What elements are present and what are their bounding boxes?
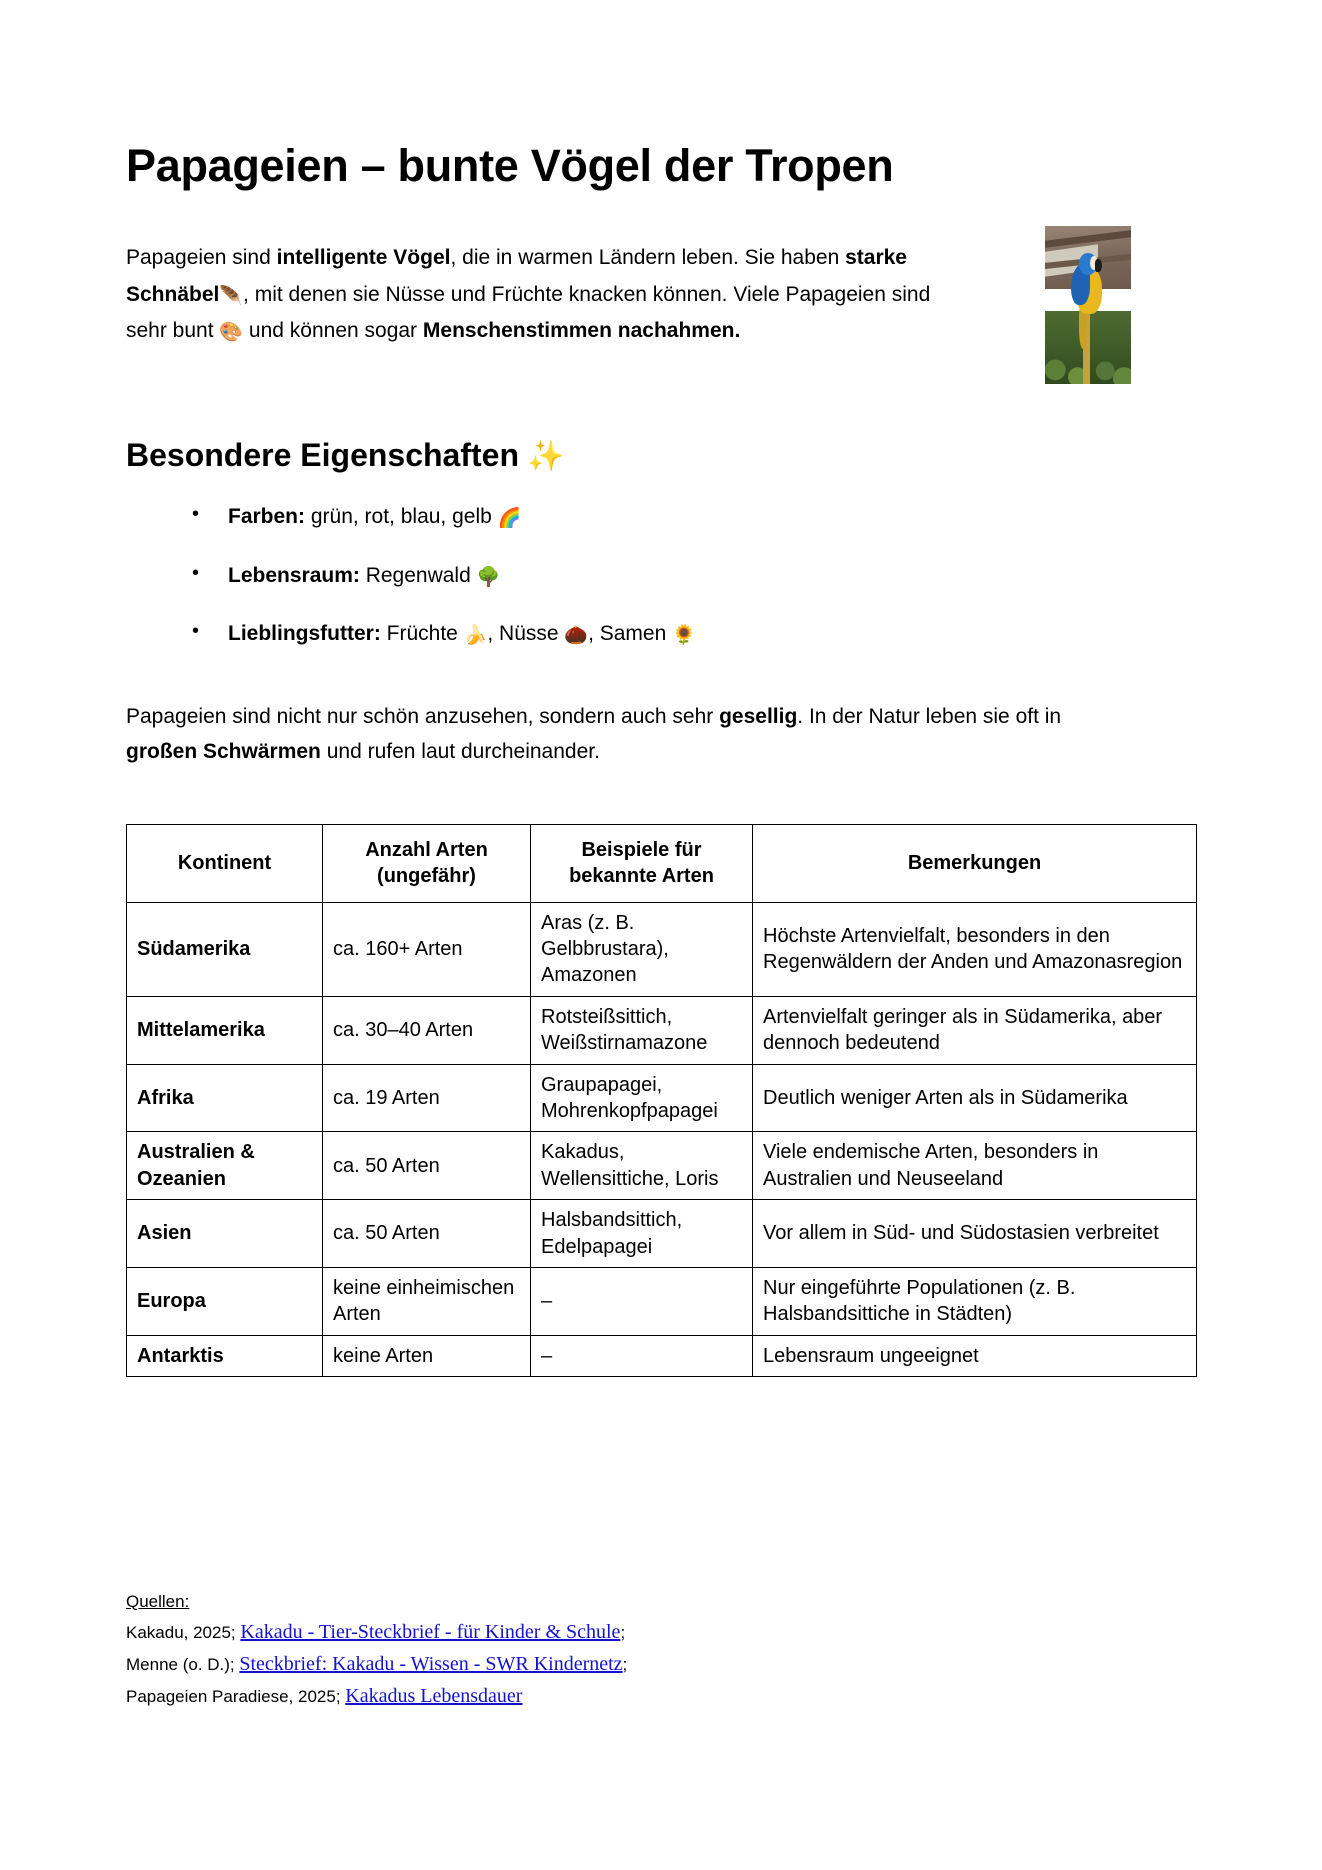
cell-continent: Asien bbox=[127, 1200, 323, 1268]
table-row bbox=[127, 902, 1197, 996]
intro-paragraph bbox=[126, 192, 966, 350]
bullet-label-farben: Farben: bbox=[228, 505, 306, 528]
intro-text-2: , die in warmen Ländern leben. Sie haben bbox=[450, 245, 846, 269]
cell-continent: Mittelamerika bbox=[127, 996, 323, 1064]
cell-continent: Südamerika bbox=[127, 902, 323, 996]
cell-count: keine Arten bbox=[323, 1335, 531, 1376]
chestnut-icon: 🌰 bbox=[564, 624, 589, 646]
cell-examples: – bbox=[531, 1335, 753, 1376]
rainbow-icon: 🌈 bbox=[497, 507, 522, 529]
sources-section bbox=[126, 1588, 627, 1713]
source-entry bbox=[126, 1680, 627, 1712]
cell-examples: Kakadus, Wellensittiche, Loris bbox=[531, 1132, 753, 1200]
photo-bird-beak bbox=[1095, 259, 1102, 272]
table-row bbox=[127, 1064, 1197, 1132]
column-header-anzahl-line1: Anzahl Arten bbox=[365, 838, 488, 861]
sunflower-icon: 🌻 bbox=[672, 624, 696, 646]
cell-count: ca. 50 Arten bbox=[323, 1132, 531, 1200]
bullet-text-lebensraum: Regenwald bbox=[359, 563, 477, 587]
table-row bbox=[127, 1267, 1197, 1335]
cell-remarks: Nur eingeführte Populationen (z. B. Halsbandsittiche in Städten) bbox=[753, 1267, 1197, 1335]
list-item bbox=[192, 560, 1196, 619]
source-entry bbox=[126, 1648, 627, 1680]
column-header-bemerkungen bbox=[753, 824, 1197, 902]
intro-text-4: und können sogar bbox=[243, 319, 423, 343]
cell-remarks: Höchste Artenvielfalt, besonders in den Regenwäldern der Anden und Amazonasregion bbox=[753, 902, 1197, 996]
cell-count: ca. 50 Arten bbox=[323, 1200, 531, 1268]
intro-text-3: , mit denen sie Nüsse und Früchte knacken können. Viele Papageien sind sehr bunt bbox=[126, 282, 931, 343]
cell-count: ca. 30–40 Arten bbox=[323, 996, 531, 1064]
palette-icon: 🎨 bbox=[219, 321, 244, 344]
cell-count: keine einheimischen Arten bbox=[323, 1267, 531, 1335]
cell-count: ca. 19 Arten bbox=[323, 1064, 531, 1132]
sources-label: Quellen: bbox=[126, 1592, 190, 1611]
banana-icon: 🍌 bbox=[463, 624, 488, 646]
source-prefix: Kakadu, 2025; bbox=[126, 1622, 241, 1642]
column-header-anzahl-line2: (ungefähr) bbox=[377, 865, 476, 888]
cell-examples: Rotsteißsittich, Weißstirnamazone bbox=[531, 996, 753, 1064]
intro-bold-intelligente-voegel: intelligente Vögel bbox=[276, 245, 451, 269]
feather-icon: 🪶 bbox=[219, 284, 244, 307]
intro-bold-menschenstimmen: Menschenstimmen nachahmen. bbox=[422, 319, 741, 343]
bullet-label-lebensraum: Lebensraum: bbox=[228, 563, 360, 587]
section-heading-label: Besondere Eigenschaften bbox=[126, 437, 519, 473]
continent-species-table bbox=[126, 824, 1197, 1377]
column-header-kontinent bbox=[127, 824, 323, 902]
source-link[interactable]: Steckbrief: Kakadu - Wissen - SWR Kindernetz bbox=[239, 1652, 623, 1675]
cell-examples: Halsbandsittich, Edelpapagei bbox=[531, 1200, 753, 1268]
column-header-anzahl-arten bbox=[323, 824, 531, 902]
post-bold-schwaermen: großen Schwärmen bbox=[126, 740, 321, 764]
bullet-text-farben: grün, rot, blau, gelb bbox=[305, 505, 498, 528]
cell-continent: Australien & Ozeanien bbox=[127, 1132, 323, 1200]
post-text-3: und rufen laut durcheinander. bbox=[320, 740, 600, 764]
cell-remarks: Artenvielfalt geringer als in Südamerika, aber dennoch bedeutend bbox=[753, 996, 1197, 1064]
post-bold-gesellig: gesellig bbox=[719, 704, 798, 728]
column-header-beispiele bbox=[531, 824, 753, 902]
bullet-label-lieblingsfutter: Lieblingsfutter: bbox=[228, 622, 381, 645]
cell-remarks: Vor allem in Süd- und Südostasien verbreitet bbox=[753, 1200, 1197, 1268]
source-suffix: ; bbox=[620, 1622, 626, 1642]
bullet-text-samen: , Samen bbox=[588, 622, 673, 645]
table-row bbox=[127, 1200, 1197, 1268]
intro-bold-starke-schnaebel: starke Schnäbel bbox=[126, 245, 907, 306]
cell-count: ca. 160+ Arten bbox=[323, 902, 531, 996]
table-body bbox=[127, 902, 1197, 1376]
intro-text-1: Papageien sind bbox=[126, 245, 277, 269]
cell-remarks: Lebensraum ungeeignet bbox=[753, 1335, 1197, 1376]
column-header-kontinent-line1: Kontinent bbox=[177, 852, 272, 875]
list-item bbox=[192, 618, 1196, 677]
cell-continent: Antarktis bbox=[127, 1335, 323, 1376]
gesellig-paragraph bbox=[126, 677, 1136, 770]
table-row bbox=[127, 1335, 1197, 1376]
table-header-row bbox=[127, 824, 1197, 902]
source-link[interactable]: Kakadus Lebensdauer bbox=[345, 1685, 523, 1708]
bullet-text-nuesse: , Nüsse bbox=[487, 622, 565, 645]
cell-remarks: Deutlich weniger Arten als in Südamerika bbox=[753, 1064, 1197, 1132]
cell-continent: Europa bbox=[127, 1267, 323, 1335]
sparkles-icon: ✨ bbox=[527, 439, 565, 474]
table-row bbox=[127, 1132, 1197, 1200]
table-row bbox=[127, 996, 1197, 1064]
page-title: Papageien – bunte Vögel der Tropen bbox=[126, 140, 894, 191]
source-prefix: Papageien Paradiese, 2025; bbox=[126, 1687, 346, 1707]
source-suffix: ; bbox=[622, 1654, 628, 1674]
tree-icon: 🌳 bbox=[476, 565, 501, 588]
source-prefix: Menne (o. D.); bbox=[126, 1654, 240, 1674]
bullet-text-fruechte: Früchte bbox=[380, 622, 464, 645]
cell-remarks: Viele endemische Arten, besonders in Australien und Neuseeland bbox=[753, 1132, 1197, 1200]
source-link[interactable]: Kakadu - Tier-Steckbrief - für Kinder & Schule bbox=[240, 1620, 621, 1643]
cell-examples: Graupapagei, Mohrenkopfpapagei bbox=[531, 1064, 753, 1132]
cell-continent: Afrika bbox=[127, 1064, 323, 1132]
post-text-1: Papageien sind nicht nur schön anzusehen, sondern auch sehr bbox=[126, 704, 720, 728]
cell-examples: Aras (z. B. Gelbbrustara), Amazonen bbox=[531, 902, 753, 996]
column-header-beispiele-line2: bekannte Arten bbox=[569, 865, 714, 888]
macaw-photo bbox=[1045, 226, 1131, 384]
cell-examples: – bbox=[531, 1267, 753, 1335]
column-header-bemerkungen-line1: Bemerkungen bbox=[907, 852, 1042, 875]
column-header-beispiele-line1: Beispiele für bbox=[581, 838, 702, 861]
feature-list bbox=[126, 475, 1196, 677]
table-header bbox=[127, 824, 1197, 902]
list-item bbox=[192, 501, 1196, 560]
section-heading-eigenschaften bbox=[126, 350, 1196, 475]
post-text-2: . In der Natur leben sie oft in bbox=[797, 704, 1062, 728]
source-entry bbox=[126, 1616, 627, 1648]
